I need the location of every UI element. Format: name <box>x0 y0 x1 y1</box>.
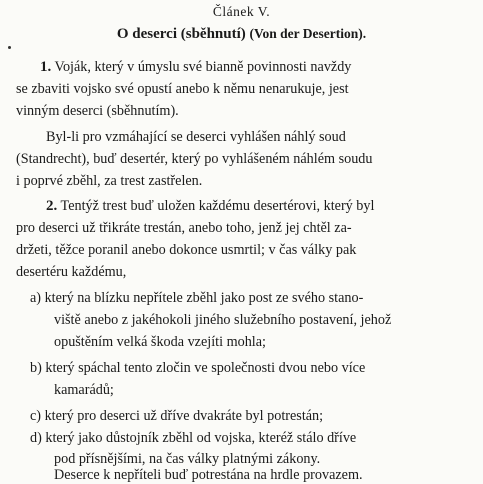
item-a-line-3: opuštěním velká škoda vzejíti mohla; <box>54 334 266 350</box>
article-title <box>0 26 483 43</box>
paragraph-3-line-3: držeti, těžce poranil anebo dokonce usmrtil; v čas války pak <box>16 242 357 258</box>
item-c-line-1: c) který pro deserci už dříve dvakráte byl potrestán; <box>30 408 324 424</box>
item-a-line-2: viště anebo z jakéhokoli jiného služebního postavení, jehož <box>54 312 392 328</box>
paragraph-2-line-3: i poprvé zběhl, za trest zastřelen. <box>16 173 203 189</box>
paragraph-1-line-2: se zbaviti vojsko své opustí anebo k němu nenarukuje, jest <box>16 81 349 97</box>
paragraph-number: 2. <box>46 198 58 214</box>
item-d-line-2: pod přísnějšími, na čas války platnými zákony. <box>54 451 321 467</box>
paragraph-3-line-1: 2. Tentýž trest buď uložen každému desertérovi, který byl <box>46 198 375 214</box>
paragraph-2-line-1: Byl-li pro vzmáhající se deserci vyhlášen náhlý soud <box>46 129 346 145</box>
paragraph-3-line-4: desertéru každému, <box>16 264 127 280</box>
page-speck <box>8 46 11 49</box>
paragraph-2-line-2: (Standrecht), buď desertér, který po vyhlášeném náhlém soudu <box>16 151 373 167</box>
item-b-line-1: b) který spáchal tento zločin ve společnosti dvou nebo více <box>30 360 366 376</box>
article-heading: Článek V. <box>212 4 271 19</box>
title-sub: (Von der Desertion). <box>249 26 367 41</box>
paragraph-number: 1. <box>40 59 52 75</box>
paragraph-3-line-2: pro deserci už třikráte trestán, anebo toho, jenž jej chtěl za- <box>16 220 352 236</box>
item-d-line-1: d) který jako důstojník zběhl od vojska, kteréž stálo dříve <box>30 430 357 446</box>
item-a-line-1: a) který na blízku nepřítele zběhl jako post ze svého stano- <box>30 290 364 306</box>
title-main: O deserci (sběhnutí) <box>116 26 246 42</box>
item-b-line-2: kamarádů; <box>54 382 114 398</box>
paragraph-1-line-1: 1. Voják, který v úmyslu své bianně povinnosti navždy <box>40 59 352 75</box>
paragraph-1-line-3: vinným deserci (sběhnutím). <box>16 103 179 119</box>
final-sentence: Deserce k nepříteli buď potrestána na hrdle provazem. <box>54 467 363 483</box>
